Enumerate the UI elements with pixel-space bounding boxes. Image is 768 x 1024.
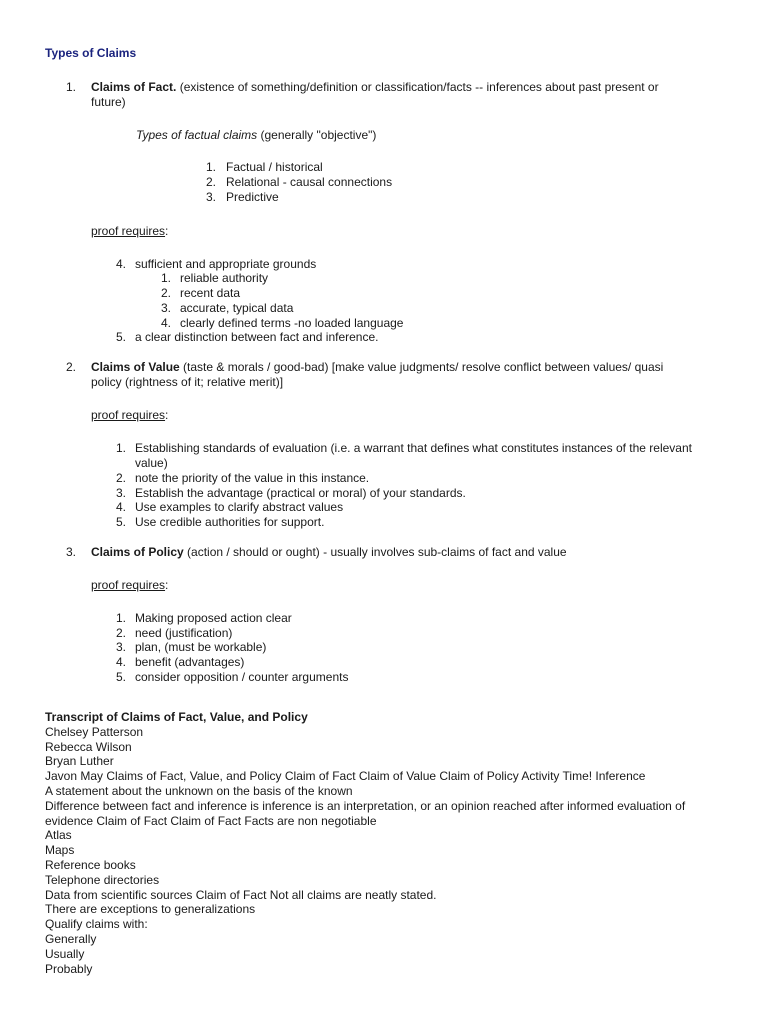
fact-proof-label: proof requires [91,224,166,238]
policy-proof-heading: proof requires: [91,578,169,592]
transcript-line: Generally [45,931,97,946]
transcript-line: Bryan Luther [45,754,114,769]
fact-type-item [200,175,392,190]
value-description-cont: policy (rightness of it; relative merit)] [91,375,284,389]
policy-number: 3. [66,545,77,559]
list-number: 1. [205,160,216,174]
list-text: Establish the advantage (practical or moral) of your standards. [135,486,466,500]
document-title: Types of Claims [45,46,137,60]
value-proof-item [110,515,324,530]
list-number: 1. [115,441,126,455]
fact-types-suffix: (generally "objective") [257,128,377,142]
list-number: 2. [205,175,216,189]
list-text: a clear distinction between fact and inference. [135,330,379,344]
list-number: 1. [160,271,171,285]
value-proof-item [110,500,343,515]
list-text: Relational - causal connections [226,175,393,189]
fact-types-heading [136,128,376,143]
transcript-line: Telephone directories [45,872,160,887]
fact-proof-subitem [155,286,240,301]
policy-proof-item [110,611,292,626]
policy-proof-item [110,670,348,685]
fact-description-cont: future) [91,95,126,109]
list-number: 5. [115,330,126,344]
value-number: 2. [66,360,77,374]
list-text: need (justification) [135,626,233,640]
transcript-line: Chelsey Patterson [45,724,144,739]
fact-heading: Claims of Fact. [91,80,177,94]
fact-proof-item [110,330,378,345]
policy-proof-item [110,626,232,641]
list-text: clearly defined terms -no loaded language [180,316,404,330]
policy-proof-item [110,640,266,655]
transcript-line: Atlas [45,828,72,843]
fact-type-item [200,190,279,205]
fact-proof-item [110,257,316,272]
value-proof-heading: proof requires: [91,408,169,422]
value-proof-item [110,471,369,486]
list-text: note the priority of the value in this instance. [135,471,370,485]
list-number: 3. [115,486,126,500]
value-proof-label: proof requires [91,408,166,422]
list-text: benefit (advantages) [135,655,245,669]
list-number: 2. [115,471,126,485]
list-number: 4. [115,257,126,271]
list-text: reliable authority [180,271,269,285]
value-heading-line [91,360,663,375]
value-description: (taste & morals / good-bad) [make value judgments/ resolve conflict between values/ quasi [179,360,664,374]
transcript-line: Qualify claims with: [45,917,148,932]
list-text: sufficient and appropriate grounds [135,257,317,271]
list-number: 4. [115,655,126,669]
list-number: 5. [115,515,126,529]
fact-proof-subitem [155,301,293,316]
fact-proof-subitem [155,271,268,286]
fact-types-label: Types of factual claims [136,128,258,142]
transcript-line: Data from scientific sources Claim of Fact Not all claims are neatly stated. [45,887,437,902]
transcript-line: Usually [45,946,85,961]
list-text: consider opposition / counter arguments [135,670,349,684]
list-text: Making proposed action clear [135,611,292,625]
transcript-line: Difference between fact and inference is inference is an interpretation, or an opinion reached after informed evaluation of [45,798,686,813]
list-text: Predictive [226,190,279,204]
policy-heading: Claims of Policy [91,545,184,559]
fact-proof-subitem [155,316,403,331]
transcript-line: A statement about the unknown on the basis of the known [45,783,353,798]
list-text: Factual / historical [226,160,323,174]
list-number: 3. [205,190,216,204]
list-text: plan, (must be workable) [135,640,267,654]
fact-number: 1. [66,80,77,94]
list-number: 2. [115,626,126,640]
fact-description: (existence of something/definition or classification/facts -- inferences about past present or [176,80,659,94]
transcript-line: evidence Claim of Fact Claim of Fact Facts are non negotiable [45,813,377,828]
transcript-heading: Transcript of Claims of Fact, Value, and Policy [45,710,308,724]
list-number: 5. [115,670,126,684]
list-number: 2. [160,286,171,300]
policy-proof-label: proof requires [91,578,166,592]
value-heading: Claims of Value [91,360,180,374]
transcript-line: Javon May Claims of Fact, Value, and Policy Claim of Fact Claim of Value Claim of Policy Activity Time! Inference [45,769,646,784]
transcript-line: Rebecca Wilson [45,739,132,754]
value-proof-item [110,441,692,456]
transcript-line: There are exceptions to generalizations [45,902,256,917]
list-text: Use credible authorities for support. [135,515,325,529]
list-number: 4. [160,316,171,330]
list-number: 4. [115,500,126,514]
list-text: Establishing standards of evaluation (i.e. a warrant that defines what constitutes instances of the relevant [135,441,692,455]
value-proof-item [110,486,466,501]
list-text: Use examples to clarify abstract values [135,500,344,514]
transcript-section [45,710,735,976]
fact-type-item [200,160,323,175]
policy-heading-line [91,545,567,560]
list-text: recent data [180,286,241,300]
policy-proof-item [110,655,244,670]
list-number: 1. [115,611,126,625]
policy-description: (action / should or ought) - usually involves sub-claims of fact and value [183,545,567,559]
list-number: 3. [115,640,126,654]
transcript-line: Reference books [45,857,136,872]
fact-heading-line [91,80,659,95]
list-number: 3. [160,301,171,315]
transcript-line: Probably [45,961,93,976]
list-text: accurate, typical data [180,301,294,315]
value-proof-item-cont: value) [135,456,168,470]
fact-proof-heading: proof requires: [91,224,169,238]
transcript-line: Maps [45,843,75,858]
